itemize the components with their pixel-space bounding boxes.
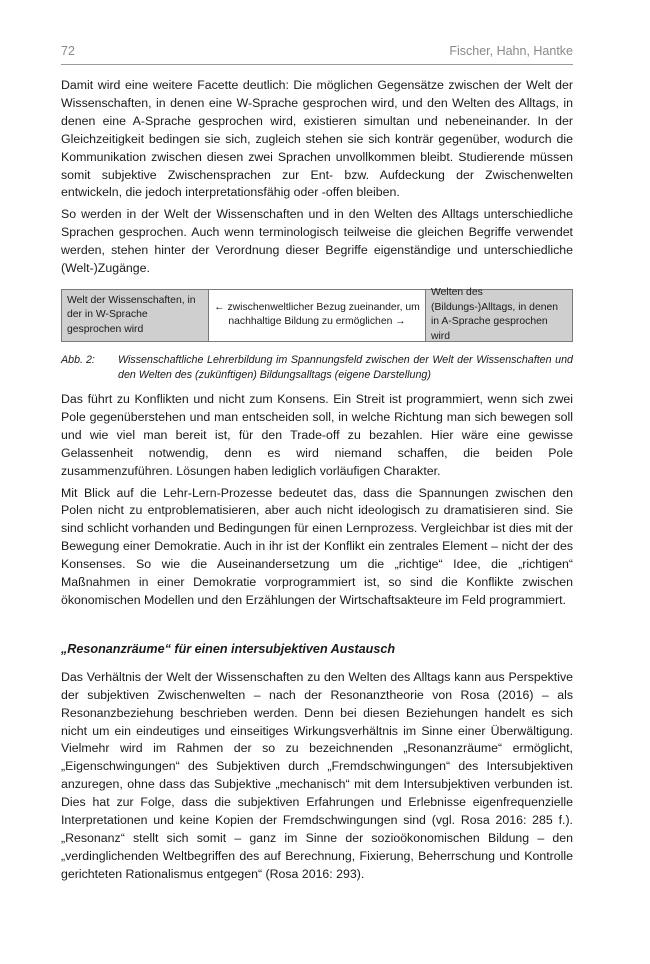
paragraph-3: Das führt zu Konflikten und nicht zum Konsens. Ein Streit ist programmiert, wenn sich zwei Pole gegenüberstehen und man entscheiden soll, in welche Richtung man sich bewegen soll und wie viel man bereit ist, für den Trade-off zu bezahlen. Hier wäre eine gewisse Gelassenheit notwendig, denn es wird niemand schaffen, die beiden Pole zusammenzuführen. Lösungen haben lediglich vorläufigen Charakter. bbox=[61, 391, 573, 478]
figure-box-science-world: Welt der Wissenschaften, in der in W-Sprache gesprochen wird bbox=[62, 290, 209, 341]
caption-label: Abb. 2: bbox=[61, 353, 95, 366]
paragraph-2: So werden in der Welt der Wissenschaften und in den Welten des Alltags unterschiedliche Sprachen gesprochen. Auch wenn terminologisch teilweise die gleichen Begriffe verwendet werden, stehen hinter der Verordnung dieser Begriffe eigenständige und unterschiedliche (Welt-)Zugänge. bbox=[61, 207, 573, 276]
paragraph-5: Das Verhältnis der Welt der Wissenschaften zu den Welten des Alltags kann aus Perspektive der subjektiven Zwischenwelten – nach der Resonanztheorie von Rosa (2016) – als Resonanzbeziehung beschrieben werden. Denn bei diesen Beziehungen handelt es sich nicht um ein eindeutiges und einseitiges Wirkungsverhältnis im Sinne einer Überwältigung. Vielmehr wird im Rahmen der so zu bezeichnenden „Resonanzräume“ ermöglicht, „Eigenschwingungen“ des Subjektiven durch „Fremdschwingungen“ des Intersubjektiven anzuregen, ohne dass das Subjektive „mechanisch“ mit dem Intersubjektiven verbunden ist. Dies hat zur Folge, dass die subjektiven Erfahrungen und Erlebnisse eigenfrequenzielle Interpretationen und keine Kopien der Fremdschwingungen sind (vgl. Rosa 2016: 285 f.). „Resonanz“ stellt sich somit – ganz im Sinne der sozioökonomischen Bildung – den „verdinglichenden Weltbegriffen des auf Berechnung, Fixierung, Beherrschung und Kontrolle gerichteten Rationalismus entgegen“ (Rosa 2016: 293). bbox=[61, 669, 573, 881]
book-page bbox=[61, 44, 573, 884]
paragraph-1: Damit wird eine weitere Facette deutlich: Die möglichen Gegensätze zwischen der Welt der Wissenschaften, in denen eine W-Sprache gesprochen wird, und den Welten des Alltags, in denen eine A-Sprache gesprochen wird, existieren simultan und nebeneinander. In der Gleichzeitigkeit bedingen sie sich, zugleich stehen sie sich konträr gegenüber, wodurch die Kommunikation zwischen diesen zwei Sprachen unvollkommen bleibt. Studierende müssen somit subjektive Zwischensprachen zur Ent- bzw. Aufdeckung der Zwischenwelten entwickeln, die jedoch interpretationsfähig oder -offen bleiben. bbox=[61, 78, 573, 200]
figure-caption bbox=[61, 353, 573, 383]
section-heading: „Resonanzräume“ für einen intersubjektiven Austausch bbox=[61, 641, 396, 656]
figure-box-everyday-worlds: Welten des (Bildungs-)Alltags, in denen in A-Sprache gesprochen wird bbox=[425, 290, 572, 341]
paragraph-4: Mit Blick auf die Lehr-Lern-Prozesse bedeutet das, dass die Spannungen zwischen den Polen nicht zu entproblematisieren, aber auch nicht ideologisch zu dramatisieren sind. Sie sind schlicht vorhanden und Bedingungen für einen Lernprozess. Vergleichbar ist dies mit der Bewegung einer Demokratie. Auch in ihr ist der Konflikt ein zentrales Element – nicht der des Konsenses. So wie die Auseinandersetzung um die „richtige“ Idee, die „richtigen“ Maßnahmen in einer Demokratie vorprogrammiert ist, so sind die Konflikte zwischen ökonomischen Modellen und den Erzählungen der Wirtschaftsakteure im Feld programmiert. bbox=[61, 485, 573, 607]
running-head-authors: Fischer, Hahn, Hantke bbox=[449, 44, 573, 58]
running-header bbox=[61, 44, 573, 65]
page-number: 72 bbox=[61, 44, 75, 58]
caption-text: Wissenschaftliche Lehrerbildung im Spannungsfeld zwischen der Welt der Wissenschaften und den Welten des (zukünftigen) Bildungsalltags (eigene Darstellung) bbox=[118, 353, 573, 381]
figure-2-diagram bbox=[61, 289, 573, 342]
figure-box-relation: ← zwischenweltlicher Bezug zueinander, um nachhaltige Bildung zu ermöglichen → bbox=[209, 290, 425, 341]
